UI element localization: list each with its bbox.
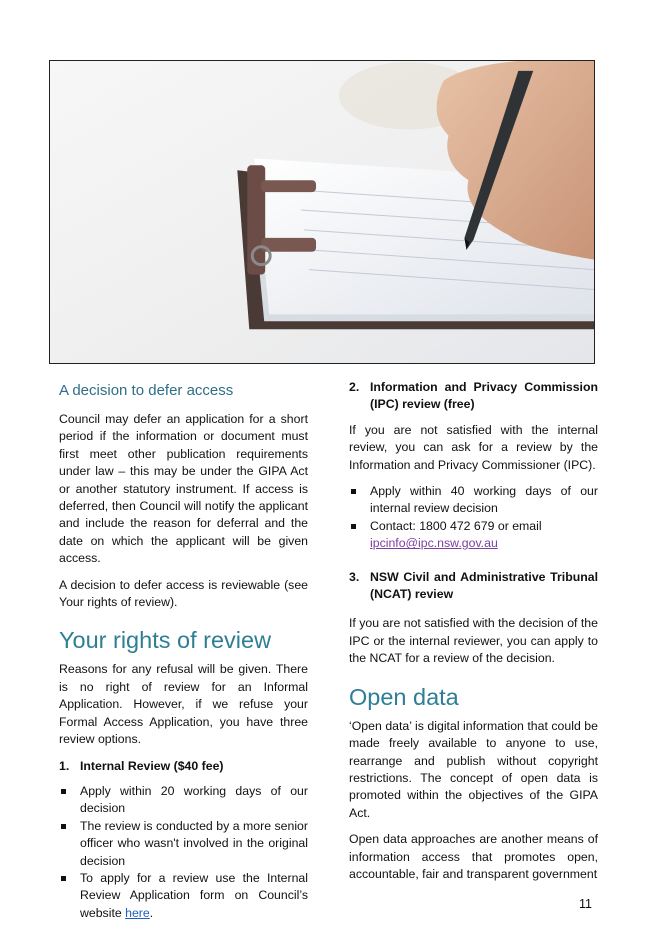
defer-paragraph: Council may defer an application for a short period if the information or document must first meet other publication requirements under law – this may be under the GIPA Act or another statutory instrument. If access is deferred, then Council will notify the applicant and include the reason for deferral and the date on which the applicant will be given access. <box>59 412 308 566</box>
left-column <box>59 380 308 932</box>
square-bullet-icon <box>349 518 370 553</box>
right-column <box>349 379 598 892</box>
rights-paragraph: Reasons for any refusal will be given. There is no right of review for an Informal Application. However, if we refuse your Formal Access Application, you have three review options. <box>59 662 308 747</box>
contact-text: Contact: 1800 472 679 or email <box>370 518 542 533</box>
hero-image <box>49 60 595 364</box>
ipc-email-link[interactable]: ipcinfo@ipc.nsw.gov.au <box>370 536 498 551</box>
ipc-paragraph: If you are not satisfied with the internal review, you can ask for a review by the Information and Privacy Commissioner (IPC). <box>349 422 598 472</box>
list-item <box>59 783 308 818</box>
open-data-heading: Open data <box>349 683 459 710</box>
list-item-text <box>80 870 308 922</box>
list-item <box>349 518 598 553</box>
list-item-text <box>370 518 598 553</box>
list-item <box>349 483 598 518</box>
open-data-approaches-paragraph: Open data approaches are another means of information access that promotes open, accountable, fair and transparent government <box>349 832 598 881</box>
ipc-bullets <box>349 483 598 553</box>
bullet-end: . <box>149 905 154 920</box>
page-number: 11 <box>579 897 592 911</box>
square-bullet-icon <box>59 783 80 818</box>
clipboard-photo <box>50 61 594 363</box>
item-number: 1. <box>59 758 70 773</box>
numbered-item-internal-review <box>59 758 308 775</box>
square-bullet-icon <box>349 483 370 518</box>
defer-review-paragraph: A decision to defer access is reviewable (see Your rights of review). <box>59 577 308 610</box>
item-number: 3. <box>349 569 360 584</box>
item-title: Information and Privacy Commission (IPC) review (free) <box>370 380 598 412</box>
item-number: 2. <box>349 380 360 394</box>
item-title: NSW Civil and Administrative Tribunal (NCAT) review <box>370 569 598 602</box>
numbered-item-ipc-review <box>349 379 598 414</box>
rights-heading: Your rights of review <box>59 627 272 654</box>
list-item-text: Apply within 20 working days of our decision <box>80 783 308 816</box>
list-item <box>59 818 308 870</box>
internal-review-bullets <box>59 783 308 922</box>
open-data-paragraph: ‘Open data’ is digital information that could be made freely available to anyone to use, rearrange and publish without copyright restrictions. The concept of open data is promoted within the objectives of the GIPA Act. <box>349 718 598 820</box>
numbered-item-ncat-review <box>349 569 598 604</box>
bullet-text: To apply for a review use the Internal Review Application form on Council’s website <box>80 870 308 920</box>
defer-heading: A decision to defer access <box>59 382 234 399</box>
list-item <box>59 870 308 922</box>
square-bullet-icon <box>59 818 80 870</box>
here-link[interactable]: here <box>125 905 150 920</box>
list-item-text: The review is conducted by a more senior officer who wasn't involved in the original decision <box>80 818 308 868</box>
item-title: Internal Review ($40 fee) <box>80 758 224 773</box>
square-bullet-icon <box>59 870 80 922</box>
list-item-text: Apply within 40 working days of our internal review decision <box>370 484 598 516</box>
ncat-paragraph: If you are not satisfied with the decision of the IPC or the internal reviewer, you can apply to the NCAT for a review of the decision. <box>349 616 598 666</box>
